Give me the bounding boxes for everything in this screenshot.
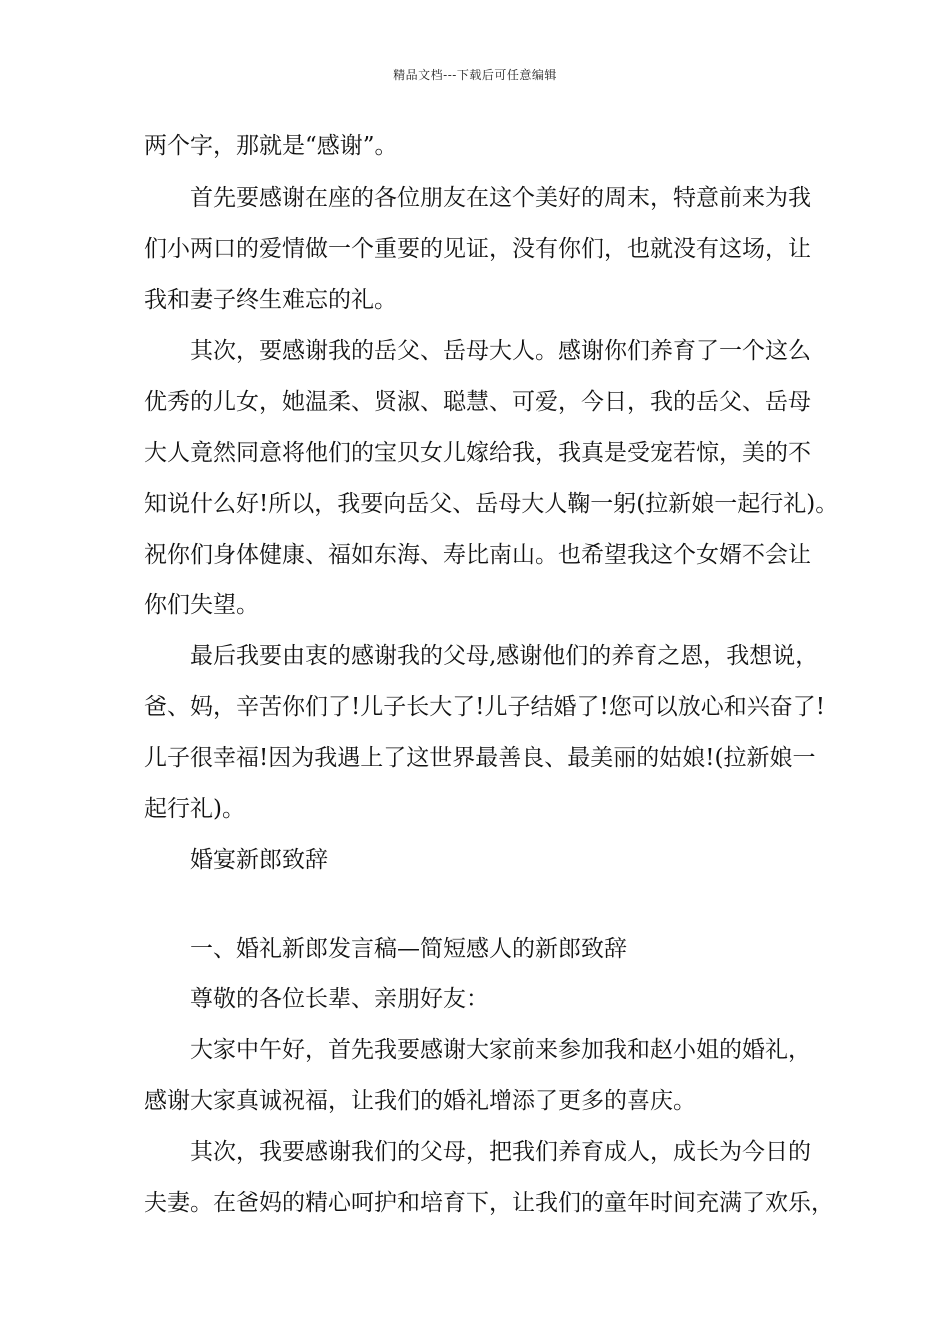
text-line: 你们失望。: [144, 592, 259, 618]
text-line: 夫妻。在爸妈的精心呵护和培育下，让我们的童年时间充满了欢乐，: [144, 1190, 834, 1216]
text-line: 儿子很幸福!因为我遇上了这世界最善良、最美丽的姑娘!(拉新娘一: [144, 745, 816, 771]
paragraph-start-line: 其次，要感谢我的岳父、岳母大人。感谢你们养育了一个这么: [190, 338, 811, 364]
paragraph-start-line: 大家中午好，首先我要感谢大家前来参加我和赵小姐的婚礼，: [190, 1037, 811, 1063]
text-line: 祝你们身体健康、福如东海、寿比南山。也希望我这个女婿不会让: [144, 542, 811, 568]
section-heading: 一、婚礼新郎发言稿—简短感人的新郎致辞: [190, 936, 627, 962]
text-line: 知说什么好!所以，我要向岳父、岳母大人鞠一躬(拉新娘一起行礼)。: [144, 491, 839, 517]
text-line: 我和妻子终生难忘的礼。: [144, 287, 397, 313]
text-line: 大人竟然同意将他们的宝贝女儿嫁给我，我真是受宠若惊，美的不: [144, 440, 811, 466]
paragraph-start-line: 最后我要由衷的感谢我的父母,感谢他们的养育之恩，我想说，: [190, 643, 819, 669]
paragraph-start-line: 其次，我要感谢我们的父母，把我们养育成人，成长为今日的: [190, 1139, 811, 1165]
text-line: 们小两口的爱情做一个重要的见证，没有你们，也就没有这场，让: [144, 236, 811, 262]
page-header: 精品文档---下载后可任意编辑: [393, 68, 557, 82]
section-title: 婚宴新郎致辞: [190, 847, 328, 873]
text-line: 起行礼)。: [144, 796, 245, 822]
text-line: 感谢大家真诚祝福，让我们的婚礼增添了更多的喜庆。: [144, 1088, 696, 1114]
text-line: 爸、妈，辛苦你们了!儿子长大了!儿子结婚了!您可以放心和兴奋了!: [144, 694, 825, 720]
paragraph-start-line: 首先要感谢在座的各位朋友在这个美好的周末，特意前来为我: [190, 185, 811, 211]
text-line: 两个字，那就是“感谢”。: [144, 133, 398, 159]
salutation: 尊敬的各位长辈、亲朋好友：: [190, 986, 489, 1012]
text-line: 优秀的儿女，她温柔、贤淑、聪慧、可爱，今日，我的岳父、岳母: [144, 389, 811, 415]
